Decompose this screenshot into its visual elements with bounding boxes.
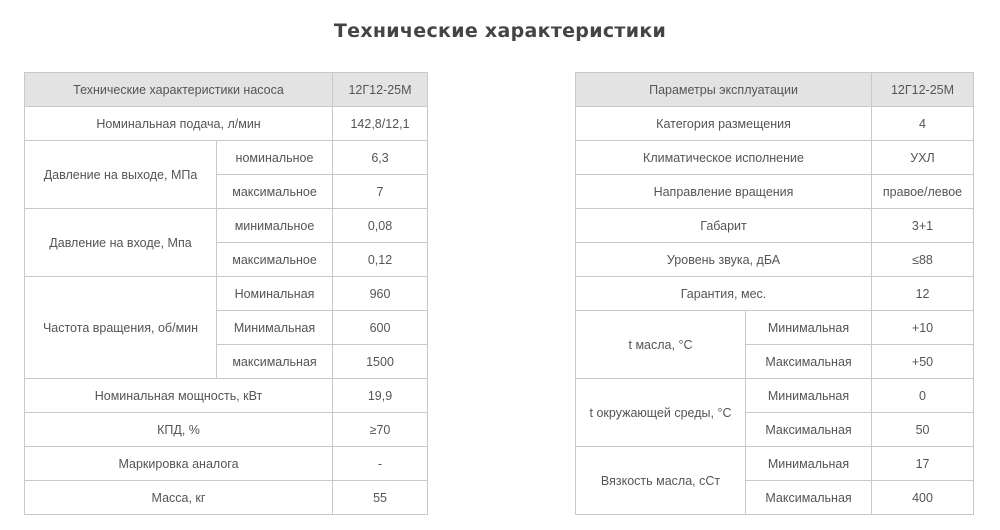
table-row <box>576 141 974 175</box>
param-value-cell: 6,3 <box>333 141 428 175</box>
param-value-cell: ≥70 <box>333 413 428 447</box>
table-row <box>25 447 428 481</box>
param-label-cell: Частота вращения, об/мин <box>25 277 217 379</box>
table-row <box>25 379 428 413</box>
param-value-cell: 400 <box>872 481 974 515</box>
param-value-cell: УХЛ <box>872 141 974 175</box>
param-label-cell: Климатическое исполнение <box>576 141 872 175</box>
sub-param-label-cell: максимальное <box>217 243 333 277</box>
table-row <box>576 447 974 481</box>
sub-param-label-cell: Минимальная <box>217 311 333 345</box>
table-row <box>576 107 974 141</box>
param-label-cell: КПД, % <box>25 413 333 447</box>
pump-specs-table <box>24 72 428 515</box>
param-label-cell: Маркировка аналога <box>25 447 333 481</box>
table-row <box>25 277 428 311</box>
sub-param-label-cell: Минимальная <box>746 311 872 345</box>
table-row <box>576 209 974 243</box>
table-row <box>576 175 974 209</box>
param-value-cell: 960 <box>333 277 428 311</box>
param-value-cell: 50 <box>872 413 974 447</box>
sub-param-label-cell: Максимальная <box>746 413 872 447</box>
param-label-cell: Номинальная мощность, кВт <box>25 379 333 413</box>
table-row <box>25 107 428 141</box>
sub-param-label-cell: Минимальная <box>746 379 872 413</box>
sub-param-label-cell: максимальная <box>217 345 333 379</box>
param-value-cell: 3+1 <box>872 209 974 243</box>
param-label-cell: Габарит <box>576 209 872 243</box>
sub-param-label-cell: Минимальная <box>746 447 872 481</box>
param-label-cell: Давление на входе, Мпа <box>25 209 217 277</box>
param-value-cell: 0,12 <box>333 243 428 277</box>
param-label-cell: Масса, кг <box>25 481 333 515</box>
param-value-cell: 600 <box>333 311 428 345</box>
param-value-cell: 4 <box>872 107 974 141</box>
param-label-cell: Категория размещения <box>576 107 872 141</box>
param-value-cell: ≤88 <box>872 243 974 277</box>
param-label-cell: Номинальная подача, л/мин <box>25 107 333 141</box>
param-label-cell: Гарантия, мес. <box>576 277 872 311</box>
param-label-cell: Уровень звука, дБА <box>576 243 872 277</box>
param-value-cell: 19,9 <box>333 379 428 413</box>
table-row <box>576 311 974 345</box>
param-label-cell: t окружающей среды, °С <box>576 379 746 447</box>
table-row <box>25 209 428 243</box>
param-value-cell: +10 <box>872 311 974 345</box>
table-row <box>576 379 974 413</box>
header-label-cell: Параметры эксплуатации <box>576 73 872 107</box>
param-value-cell: 0,08 <box>333 209 428 243</box>
param-value-cell: 1500 <box>333 345 428 379</box>
param-label-cell: Направление вращения <box>576 175 872 209</box>
table-row <box>576 243 974 277</box>
param-label-cell: Вязкость масла, сСт <box>576 447 746 515</box>
sub-param-label-cell: Максимальная <box>746 345 872 379</box>
table-row <box>25 141 428 175</box>
table-header-row <box>576 73 974 107</box>
param-value-cell: 17 <box>872 447 974 481</box>
param-value-cell: 7 <box>333 175 428 209</box>
sub-param-label-cell: номинальное <box>217 141 333 175</box>
table-header-row <box>25 73 428 107</box>
param-label-cell: Давление на выходе, МПа <box>25 141 217 209</box>
table-row <box>25 413 428 447</box>
sub-param-label-cell: Максимальная <box>746 481 872 515</box>
header-label-cell: Технические характеристики насоса <box>25 73 333 107</box>
param-value-cell: 142,8/12,1 <box>333 107 428 141</box>
param-value-cell: 55 <box>333 481 428 515</box>
table-row <box>576 277 974 311</box>
sub-param-label-cell: минимальное <box>217 209 333 243</box>
param-value-cell: - <box>333 447 428 481</box>
param-value-cell: правое/левое <box>872 175 974 209</box>
sub-param-label-cell: Номинальная <box>217 277 333 311</box>
operation-params-table <box>575 72 974 515</box>
header-model-cell: 12Г12-25М <box>333 73 428 107</box>
param-value-cell: 12 <box>872 277 974 311</box>
param-label-cell: t масла, °С <box>576 311 746 379</box>
param-value-cell: +50 <box>872 345 974 379</box>
sub-param-label-cell: максимальное <box>217 175 333 209</box>
page-title: Технические характеристики <box>333 20 667 42</box>
header-model-cell: 12Г12-25М <box>872 73 974 107</box>
param-value-cell: 0 <box>872 379 974 413</box>
table-row <box>25 481 428 515</box>
